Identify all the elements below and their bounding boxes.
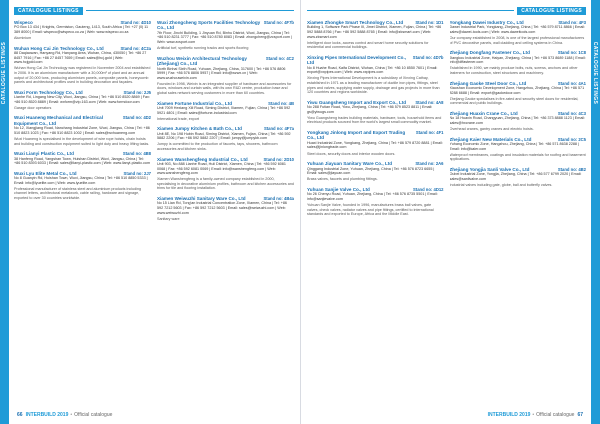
stand-number: Stand no: 2C5 [557,136,586,142]
exhibitor-contact: No 288 Futian Road, Yiwu, Zhejiang, China | Tel: +86 579 8523 8811 | Email: gs@yiwugs.com [307,105,433,114]
exhibitor-name: Wuxi Lyu Elite Metal Co., Ltd [14,170,77,176]
exhibitor-description: Aluminium [14,36,32,41]
exhibitor-name: Xiamen Wanshengfeng Industrial Co., Ltd [157,156,248,162]
exhibitor-listing [14,46,151,85]
stand-number: Stand no: 2J7 [123,170,151,176]
exhibitor-listing [14,171,151,201]
right-page [300,0,600,424]
stand-number: Stand no: 4A1 [557,80,586,86]
side-tab-left [0,0,9,424]
exhibitor-name: Zhejiang Dongfang Fastener Co., Ltd [449,50,530,56]
magazine-name: INTERBUILD 2019 [487,412,531,418]
footer-separator: • [70,412,73,418]
exhibitor-listing [307,20,444,50]
exhibitor-contact: 38 Hanfeng Road, Yangshan Town, Huishan District, Wuxi, Jiangsu, China | Tel: +86 510 8393 6033 | Email: sales@lianyi-plastic.com | Web: www.lianyi-plastic.com [14,156,151,166]
exhibitor-listing [307,161,444,182]
exhibitor-listing [307,55,444,95]
exhibitor-contact: No 8 Guanyin Rd, Huishan Town, Wuxi, Jiangsu, China | Tel: +86 510 8850 5333 | Email: info@lyuelite.com | Web: www.lyuelite.com [14,176,148,185]
exhibitor-contact: Oubei Industrial Zone, Yongjia, Zhejiang, China | Tel: +86 577 6799 2020 | Email: sales@sanlivalve.com [449,172,582,181]
exhibitor-name: Wuxi Lianyi Plastic Co., Ltd [14,151,74,157]
header-rule [307,10,514,11]
exhibitor-contact: No 26 Chenyu Road, Yuhuan, Zhejiang, China | Tel: +86 576 8735 5501 | Email: info@sanjievalve.com [307,192,438,201]
page-number: 66 [17,412,23,418]
exhibitor-name: Xiamen Weiwuzhi Sanitary Ware Co., Ltd [157,196,246,201]
exhibitor-description: Established in 1990, we mainly produce bolts, nuts, screws, anchors and other fasteners for construction, steel structures and machinery. [449,66,578,75]
exhibitor-description: Overhead cranes, gantry cranes and electric hoists. [449,126,534,131]
exhibitor-listing [450,81,587,106]
left-header [14,6,294,15]
exhibitor-description: Intelligent door locks, access control and smart home security solutions for residential and commercial buildings. [307,40,429,50]
exhibitor-contact: No 15 Lian Rd, Tong'an Industrial Concentration Zone, Xiamen, China | Tel: +86 592 7212 5603 | Fax: +86 592 7212 5603 | Email: sales@weiwuzhi.com | Web: www.weiwuzhi.com [157,201,287,215]
exhibitor-description: Sanitary ware [157,216,180,221]
right-columns [307,20,586,406]
stand-number: Stand no: 4F7b [263,20,294,25]
exhibitor-listing [450,167,587,188]
exhibitor-contact: PO Box 13 434 | Knights, Germiston, Gauteng, 1413, South Africa | Tel: +27 (0) 11 389 8000 | Email: wispeco@wispeco.co.za | Web: www.wispeco.co.za [14,25,149,34]
exhibitor-name: Wuxi Form Technology Co., Ltd [14,89,83,95]
stand-number: Stand no: 1C8 [557,50,586,56]
exhibitor-name: Yuhuan Jiayuan Sanitary Ware Co., Ltd [307,161,393,167]
exhibitor-listing [14,90,151,111]
stand-number: Stand no: 4C2 [265,55,294,61]
stand-number: Stand no: 2A6 [415,161,444,167]
header-rule [86,10,294,11]
stand-number: Stand no: 4B4a [263,196,294,201]
exhibitor-contact: Unit 8E, No 198 Hubin Road, Siming District, Xiamen, Fujian, China | Tel: +86 592 5882 2206 | Fax: +86 592 5882 2207 | Email: jumpy@jumpykb.com [157,131,291,141]
exhibitor-contact: Xiaoshan Economic Development Zone, Hangzhou, Zhejiang, China | Tel: +86 571 8288 6688 | Email: export@gaokedoor.com [449,85,585,95]
exhibitor-description: Yiwu Guangsheng trades building materials, hardware, tools, household items and electrical products sourced from the world's largest small commodity market. [307,115,442,125]
exhibitor-description: Artificial turf, synthetic running tracks and sports flooring [157,46,249,51]
exhibitor-name: Wuxi Zhongcheng Sports Facilities Technology Co., Ltd [157,20,261,31]
exhibitor-name: Zhejiang Yongjia Sanli Valve Co., Ltd [449,166,530,172]
side-tab-text: CATALOGUE LISTINGS [1,41,7,105]
stand-number: Stand no: 4B2 [557,166,586,172]
right-footer [488,410,586,420]
exhibitor-contact: Building 1, Software Park Phase III, Jimei District, Xiamen, Fujian, China | Tel: +86 592 5888 8766 | Fax: +86 592 5888 8765 | Email: info@zksmart.com | Web: www.zksmart.com [307,25,442,39]
listing-header [307,130,444,141]
exhibitor-listing [307,100,444,125]
exhibitor-name: Wuhan Hong Cai Jin Technology Co., Ltd [14,45,104,51]
exhibitor-listing [450,137,587,162]
exhibitor-description: Xinxing Pipes International Development is a subsidiary of Xinxing Cathay, established in 1971 as a leading manufacturer of ductile iron pipes, fittings, steel pipes and valves, supplying water supply, drainage and gas projects in more than 120 countries and regions worldwide. [307,76,440,95]
exhibitor-description: Garage door operators [14,105,52,110]
exhibitor-contact: No 12, Xiangjiang Road, Nanchang Industrial Zone, Wuxi, Jiangsu, China | Tel: +86 510 8823 1023 | Fax: +86 510 8823 1002 | Email: sales@wxhuaneng.com [14,126,150,135]
exhibitor-description: Our company established in 2008, is one of the largest professional manufacturers of PVC decorative panels, wall cladding and ceiling systems in China. [449,36,585,45]
exhibitor-name: Zhejiang Gaoke Steel Door Co., Ltd [449,80,527,86]
stand-number: Stand no: 4D10 [120,20,151,25]
exhibitor-listing [307,130,444,156]
exhibitor-contact: 7th Floor, Jinchi Building, 1 Jinyuan Rd, Binhu District, Wuxi, Jiangsu, China | Tel: +86 510 8231 3777 | Fax: +86 510 8780 8083 | Email: zhongcheng@zcsport.com | Web: www.zcsport.com [157,30,292,44]
left-columns [14,20,294,406]
exhibitor-contact: Lianhe Rd, Lingang New City, Wuxi, Jiangsu, China | Tel: +86 510 8520 8869 | Fax: +86 510 8520 8889 | Email: wxform@vip.163.com | Web: www.formdoor.com [14,95,150,104]
listing-header [14,115,151,126]
page-number: 67 [577,412,583,418]
exhibitor-contact: No 8 Huahe Road, Kaifa District, Wuhan, China | Tel: +86 10 8550 7601 | Email: export@xxpipes.com | Web: www.xxpipes.com [307,65,438,75]
section-label: CATALOGUE LISTINGS [517,7,586,15]
exhibitor-description: Waterproof membranes, coatings and insulation materials for roofing and basement applications. [449,152,586,162]
exhibitor-name: Yuhuan Sanjie Valve Co., Ltd [307,186,370,192]
exhibitor-contact: 88 Daqiaowan, Hanyang Rd, Hanyang Area, Wuhan, China, 430050 | Tel: +86 27 8457 7916 | Fax: +86 27 8457 7659 | Email: sales@hcj.gold | Web: www.hcjgold.com [14,51,147,65]
exhibitor-listing [157,126,294,151]
footer-subtitle: Official catalogue [74,412,113,418]
stand-number: Stand no: 4C2a [120,45,151,51]
exhibitor-listing [14,20,151,41]
exhibitor-contact: Yuhang Economic Zone, Hangzhou, Zhejiang, China | Tel: +86 571 8638 2288 | Email: info@kaier.com [449,141,579,151]
exhibitor-contact: Dawei Industrial Park, Yongkang, Zhejiang, China | Tel: +86 579 8711 8866 | Email: sales@dawei-tools.com | Web: www.daweitools.com [449,25,586,34]
footer-subtitle: Official catalogue [536,412,575,418]
exhibitor-name: Wuzhou Weixin Architectural Technology (Zhejiang) Co., Ltd [157,55,247,67]
exhibitor-description: Founded in 1998, Weixin is an integrated supplier of hardware and accessories for doors, windows and curtain walls, with its own R&D centre, production base and global sales network serving customers in more than 60 countries. [157,81,292,95]
exhibitor-contact: Jiangkou Industrial Zone, Haiyan, Zhejiang, China | Tel: +86 573 8689 1188 | Email: info@dffastener.com [449,55,586,65]
stand-number: Stand no: 4D2 [122,115,151,121]
exhibitor-description: Jumpy is committed to the production of faucets, taps, showers, bathroom accessories and kitchen sinks. [157,142,278,151]
exhibitor-listing [157,20,294,51]
exhibitor-description: Professional manufacturer of stainless steel and aluminium products including channel letters, architectural metalwork, cable railing, hardware and signage, exported to over 30 countries worldwide. [14,186,142,200]
exhibitor-name: Zhejiang Kaier New Materials Co., Ltd [449,136,532,142]
stand-number: Stand no: 4B [268,100,294,106]
exhibitor-name: Xinxing Pipes International Development Co., Ltd [307,54,407,66]
listing-column-4 [450,20,587,406]
exhibitor-contact: Huaxi Industrial Zone, Yongkang, Zhejiang, China | Tel: +86 579 8720 8881 | Email: sales@jinlongtrade.com [307,140,443,150]
exhibitor-listing [14,151,151,166]
exhibitor-description: Zhejiang Gaoke specialises in fire-rated and security steel doors for residential, commercial and public buildings. [449,96,579,106]
stand-number: Stand no: 4F1 [415,130,444,136]
stand-number: Stand no: 4D7b [412,54,444,60]
exhibitor-description: International trade, export [157,116,200,121]
stand-number: Stand no: 2D10 [263,156,294,162]
stand-number: Stand no: 4C3 [557,110,586,116]
stand-number: Stand no: 4D12 [413,186,444,192]
exhibitor-contact: No 18 Huaxin Road, Changyuan, Zhejiang, China | Tel: +86 373 8888 1123 | Email: sales@hxcrane.com [449,116,586,125]
exhibitor-listing [157,56,294,96]
exhibitor-listing [157,196,294,221]
exhibitor-description: Industrial valves including gate, globe, ball and butterfly valves. [449,182,553,187]
stand-number: Stand no: 1D1 [415,20,444,25]
footer-separator: • [532,412,535,418]
stand-number: Stand no: 4F3 [558,20,586,25]
exhibitor-listing [450,20,587,45]
exhibitor-name: Xiamen Zhongke Smart Technology Co., Ltd [307,20,404,25]
right-header [307,6,586,15]
exhibitor-description: Xiamen Wanshengfeng is a family-owned company established in 2000, specialising in decorative aluminium profiles, bathroom and kitchen accessories and trims for tile and flooring installation. [157,177,294,191]
magazine-name: INTERBUILD 2019 [25,412,69,418]
listing-header [450,50,587,55]
listing-header [157,20,294,31]
exhibitor-description: Brass valves, faucets and plumbing fittings. [307,177,378,182]
listing-column-2 [157,20,294,406]
exhibitor-contact: North Binhai Sixth Road, Yuhuan, Zhejiang, China, 317600 | Tel: +86 576 8806 5999 | Fax: +86 576 8806 5957 | Email: info@wzwx.cn | Web: www.wuzhouweixin.com [157,66,286,80]
exhibitor-name: Xiamen Jumpy Kitchen & Bath Co., Ltd [157,126,242,132]
exhibitor-listing [14,115,151,146]
exhibitor-listing [307,187,444,217]
exhibitor-contact: Unit 903, No 888 Lianhe Road, Huli District, Xiamen, China | Tel: +86 592 6081 0068 | Fax: +86 592 6081 0069 | Email: info@wanshengfeng.com | Web: www.wanshengfeng.com [157,161,286,176]
stand-number: Stand no: 4B8 [122,151,151,157]
exhibitor-description: Wuhan Hong Cai Jin Technology was registered in November 2004 and established in 2006. It is an aluminium manufacturer with a 30,000m² of plant and an annual output of 20,000 tons, producing aluminium panels, composite panels, honeycomb panels and architectural profiles used in building decoration and façades. [14,66,151,85]
exhibitor-description: Yuhuan Sanjie Valve, founded in 1996, manufactures brass ball valves, gate valves, check valves, radiator valves and pipe fittings, certified to international standards and exported to Europe, Africa and the Middle East. [307,202,434,217]
exhibitor-contact: Qinggang Industrial Zone, Yuhuan, Zhejiang, China | Tel: +86 576 8723 6655 | Email: sales@jiayuan.com [307,166,435,176]
exhibitor-name: Wispeco [14,20,33,25]
exhibitor-description: Steel doors, security doors and interior wooden doors. [307,151,396,156]
exhibitor-name: Yongkang Dawei Industry Co., Ltd [449,20,524,25]
listing-column-3 [307,20,444,406]
listing-header [307,161,444,166]
exhibitor-description: Wuxi Huaneng is specialised in the development of wire rope hoists, chain hoists and building and construction equipment suited to light duty and heavy lifting tasks. [14,136,150,146]
side-tab-right [591,0,600,424]
exhibitor-name: Yiwu Guangsheng Import and Export Co., Ltd [307,99,407,105]
listing-header [157,126,294,131]
exhibitor-name: Xiamen Fortune Industrial Co., Ltd [157,100,233,106]
stand-number: Stand no: 4F7a [263,126,294,132]
left-footer [14,410,112,420]
exhibitor-name: Zhejiang Huaxin Crane Co., Ltd [449,110,518,116]
exhibitor-listing [157,157,294,191]
listing-header [307,55,444,66]
listing-header [157,56,294,67]
exhibitor-listing [450,111,587,132]
side-tab-text: CATALOGUE LISTINGS [592,41,598,105]
exhibitor-listing [450,50,587,75]
listing-column-1 [14,20,151,406]
exhibitor-listing [157,101,294,122]
exhibitor-name: Wuxi Huaneng Mechanical and Electrical Equipment Co., Ltd [14,115,104,126]
exhibitor-contact: Unit 7009 Hexiang Xili Road, Siming District, Xiamen, Fujian, China | Tel: +86 592 5921 4801 | Email: sales@fortune-industrial.com [157,105,291,115]
stand-number: Stand no: 4A8 [415,99,444,105]
exhibitor-name: Yongkang Jinlong Import and Export Trading Co., Ltd [307,130,406,141]
section-label: CATALOGUE LISTINGS [14,7,83,15]
stand-number: Stand no: 2J5 [123,89,151,95]
